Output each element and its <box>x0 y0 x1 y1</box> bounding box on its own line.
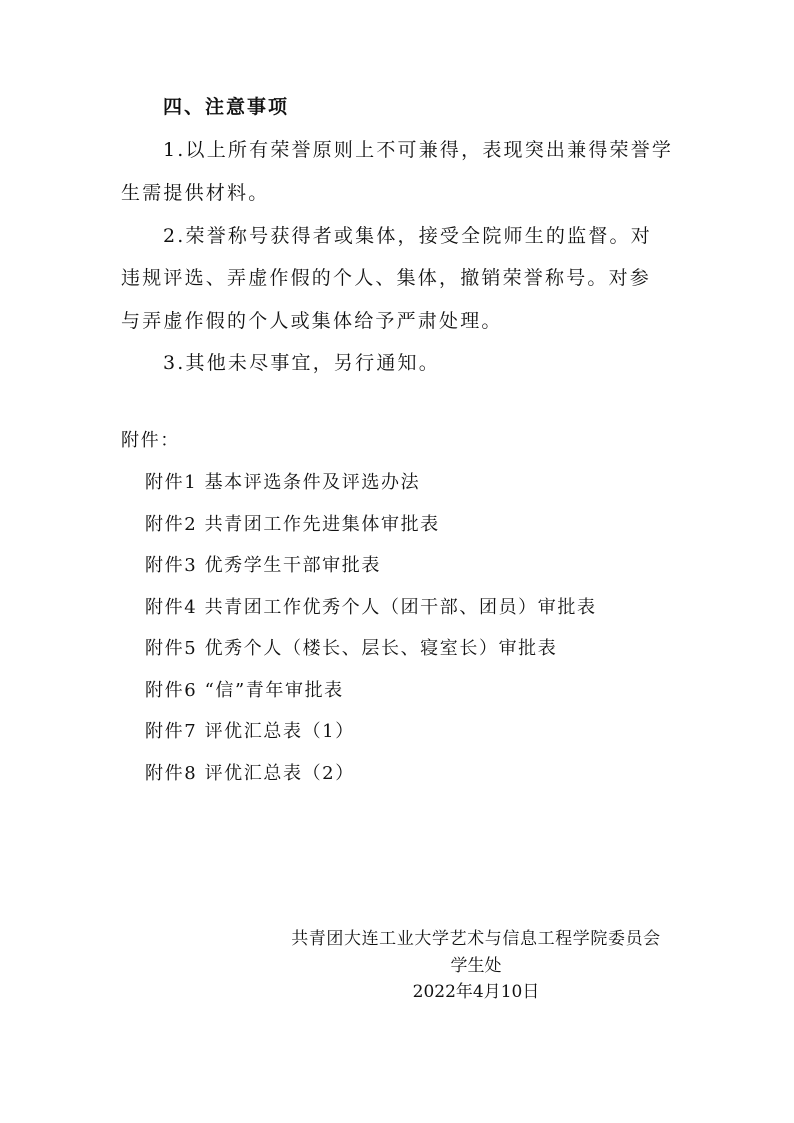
signature-organization: 共青团大连工业大学艺术与信息工程学院委员会 <box>291 929 661 949</box>
note-item-1-line-2: 生需提供材料。 <box>121 182 270 204</box>
signature-date: 2022年4月10日 <box>412 982 540 1002</box>
attachment-item-8: 附件8 评优汇总表（2） <box>145 763 355 784</box>
attachment-item-1: 附件1 基本评选条件及评选办法 <box>145 472 421 493</box>
note-item-2-line-3: 与弄虚作假的个人或集体给予严肃处理。 <box>121 310 503 332</box>
note-item-2-line-1: 2.荣誉称号获得者或集体，接受全院师生的监督。对 <box>163 225 652 247</box>
note-item-1-line-1: 1.以上所有荣誉原则上不可兼得，表现突出兼得荣誉学 <box>163 139 674 161</box>
attachment-item-6: 附件6 “信”青年审批表 <box>145 680 344 701</box>
attachment-item-4: 附件4 共青团工作优秀个人（团干部、团员）审批表 <box>145 597 597 618</box>
attachment-item-5: 附件5 优秀个人（楼长、层长、寝室长）审批表 <box>145 638 558 659</box>
attachment-item-2: 附件2 共青团工作先进集体审批表 <box>145 514 440 535</box>
note-item-3-line-1: 3.其他未尽事宜，另行通知。 <box>163 352 440 374</box>
attachment-item-7: 附件7 评优汇总表（1） <box>145 721 355 742</box>
attachment-item-3: 附件3 优秀学生干部审批表 <box>145 555 381 576</box>
attachments-label: 附件： <box>121 430 180 451</box>
signature-department: 学生处 <box>450 956 502 976</box>
section-heading: 四、注意事项 <box>163 96 290 118</box>
note-item-2-line-2: 违规评选、弄虚作假的个人、集体，撤销荣誉称号。对参 <box>121 267 652 289</box>
